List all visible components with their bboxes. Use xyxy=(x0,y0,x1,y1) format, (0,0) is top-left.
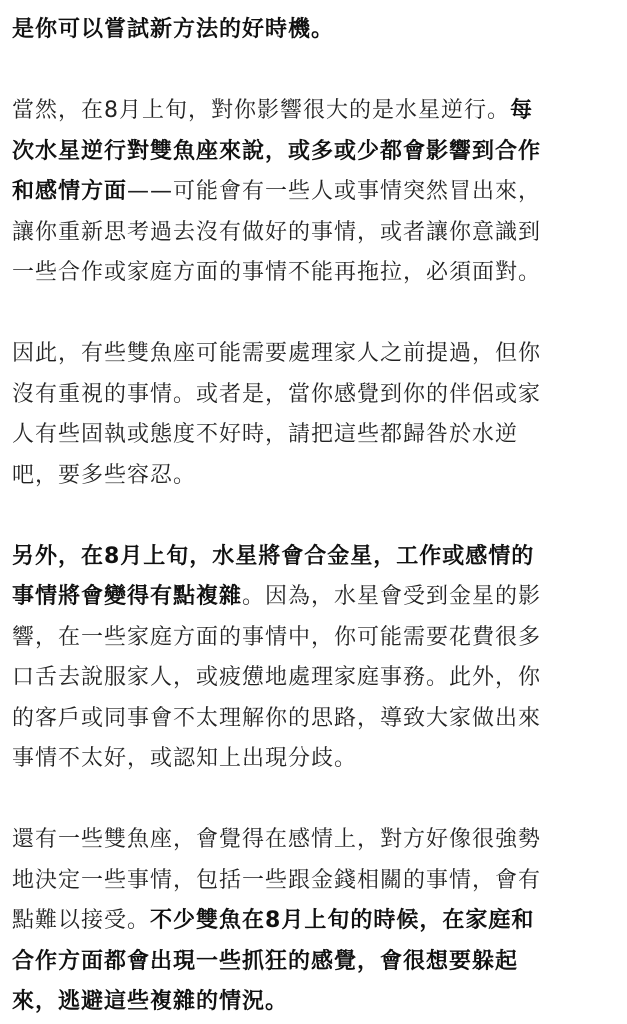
bold-text: 事情將會變得有點複雜 xyxy=(12,584,243,609)
body-text: 一些合作或家庭方面的事情不能再拖拉，必須面對。 xyxy=(12,260,542,285)
body-text: 當然，在8月上旬，對你影響很大的是水星逆行。 xyxy=(12,98,510,123)
paragraph-mercury-venus xyxy=(12,537,617,780)
body-text: 事情不太好，或認知上出現分歧。 xyxy=(12,746,358,771)
paragraph-gap xyxy=(12,51,617,92)
body-text: 吧，要多些容忍。 xyxy=(12,462,197,488)
paragraph-intro-tail xyxy=(12,10,617,51)
bold-text: 每 xyxy=(510,98,534,123)
paragraph-gap xyxy=(12,294,617,335)
bold-text: 來，逃避這些複雜的情況。 xyxy=(12,989,289,1014)
bold-text: 和感情方面 xyxy=(12,179,128,204)
bold-text: 另外，在8月上旬，水星將會合金星，工作或感情的 xyxy=(12,543,535,569)
bold-text: 不少雙魚在8月上旬的時候，在家庭和 xyxy=(150,908,535,933)
body-text: 的客戶或同事會不太理解你的思路，導致大家做出來 xyxy=(12,705,542,731)
body-text: 響，在一些家庭方面的事情中，你可能需要花費很多 xyxy=(12,624,542,650)
body-text: 。因為，水星會受到金星的影 xyxy=(242,584,542,609)
body-text: 地決定一些事情，包括一些跟金錢相關的事情，會有 xyxy=(12,867,542,893)
body-text: 沒有重視的事情。或者是，當你感覺到你的伴侶或家 xyxy=(12,381,542,407)
body-text: 讓你重新思考過去沒有做好的事情，或者讓你意識到 xyxy=(12,219,542,245)
paragraph-family-matters xyxy=(12,334,617,496)
body-text: 人有些固執或態度不好時，請把這些都歸咎於水逆 xyxy=(12,422,519,447)
body-text: 口舌去說服家人，或疲憊地處理家庭事務。此外，你 xyxy=(12,665,542,690)
body-text: 因此，有些雙魚座可能需要處理家人之前提過，但你 xyxy=(12,341,542,366)
article-body xyxy=(12,10,617,1023)
bold-text: 次水星逆行對雙魚座來說，或多或少都會影響到合作 xyxy=(12,138,542,164)
body-text: 點難以接受。 xyxy=(12,908,151,933)
bold-text: 是你可以嘗試新方法的好時機。 xyxy=(12,17,335,42)
paragraph-gap xyxy=(12,496,617,537)
bold-text: 合作方面都會出現一些抓狂的感覺，會很想要躲起 xyxy=(12,948,519,974)
body-text: 還有一些雙魚座，會覺得在感情上，對方好像很強勢 xyxy=(12,827,542,852)
paragraph-relationship xyxy=(12,820,617,1023)
paragraph-mercury-retrograde xyxy=(12,91,617,294)
paragraph-gap xyxy=(12,780,617,821)
body-text: ——可能會有一些人或事情突然冒出來， xyxy=(127,179,542,204)
